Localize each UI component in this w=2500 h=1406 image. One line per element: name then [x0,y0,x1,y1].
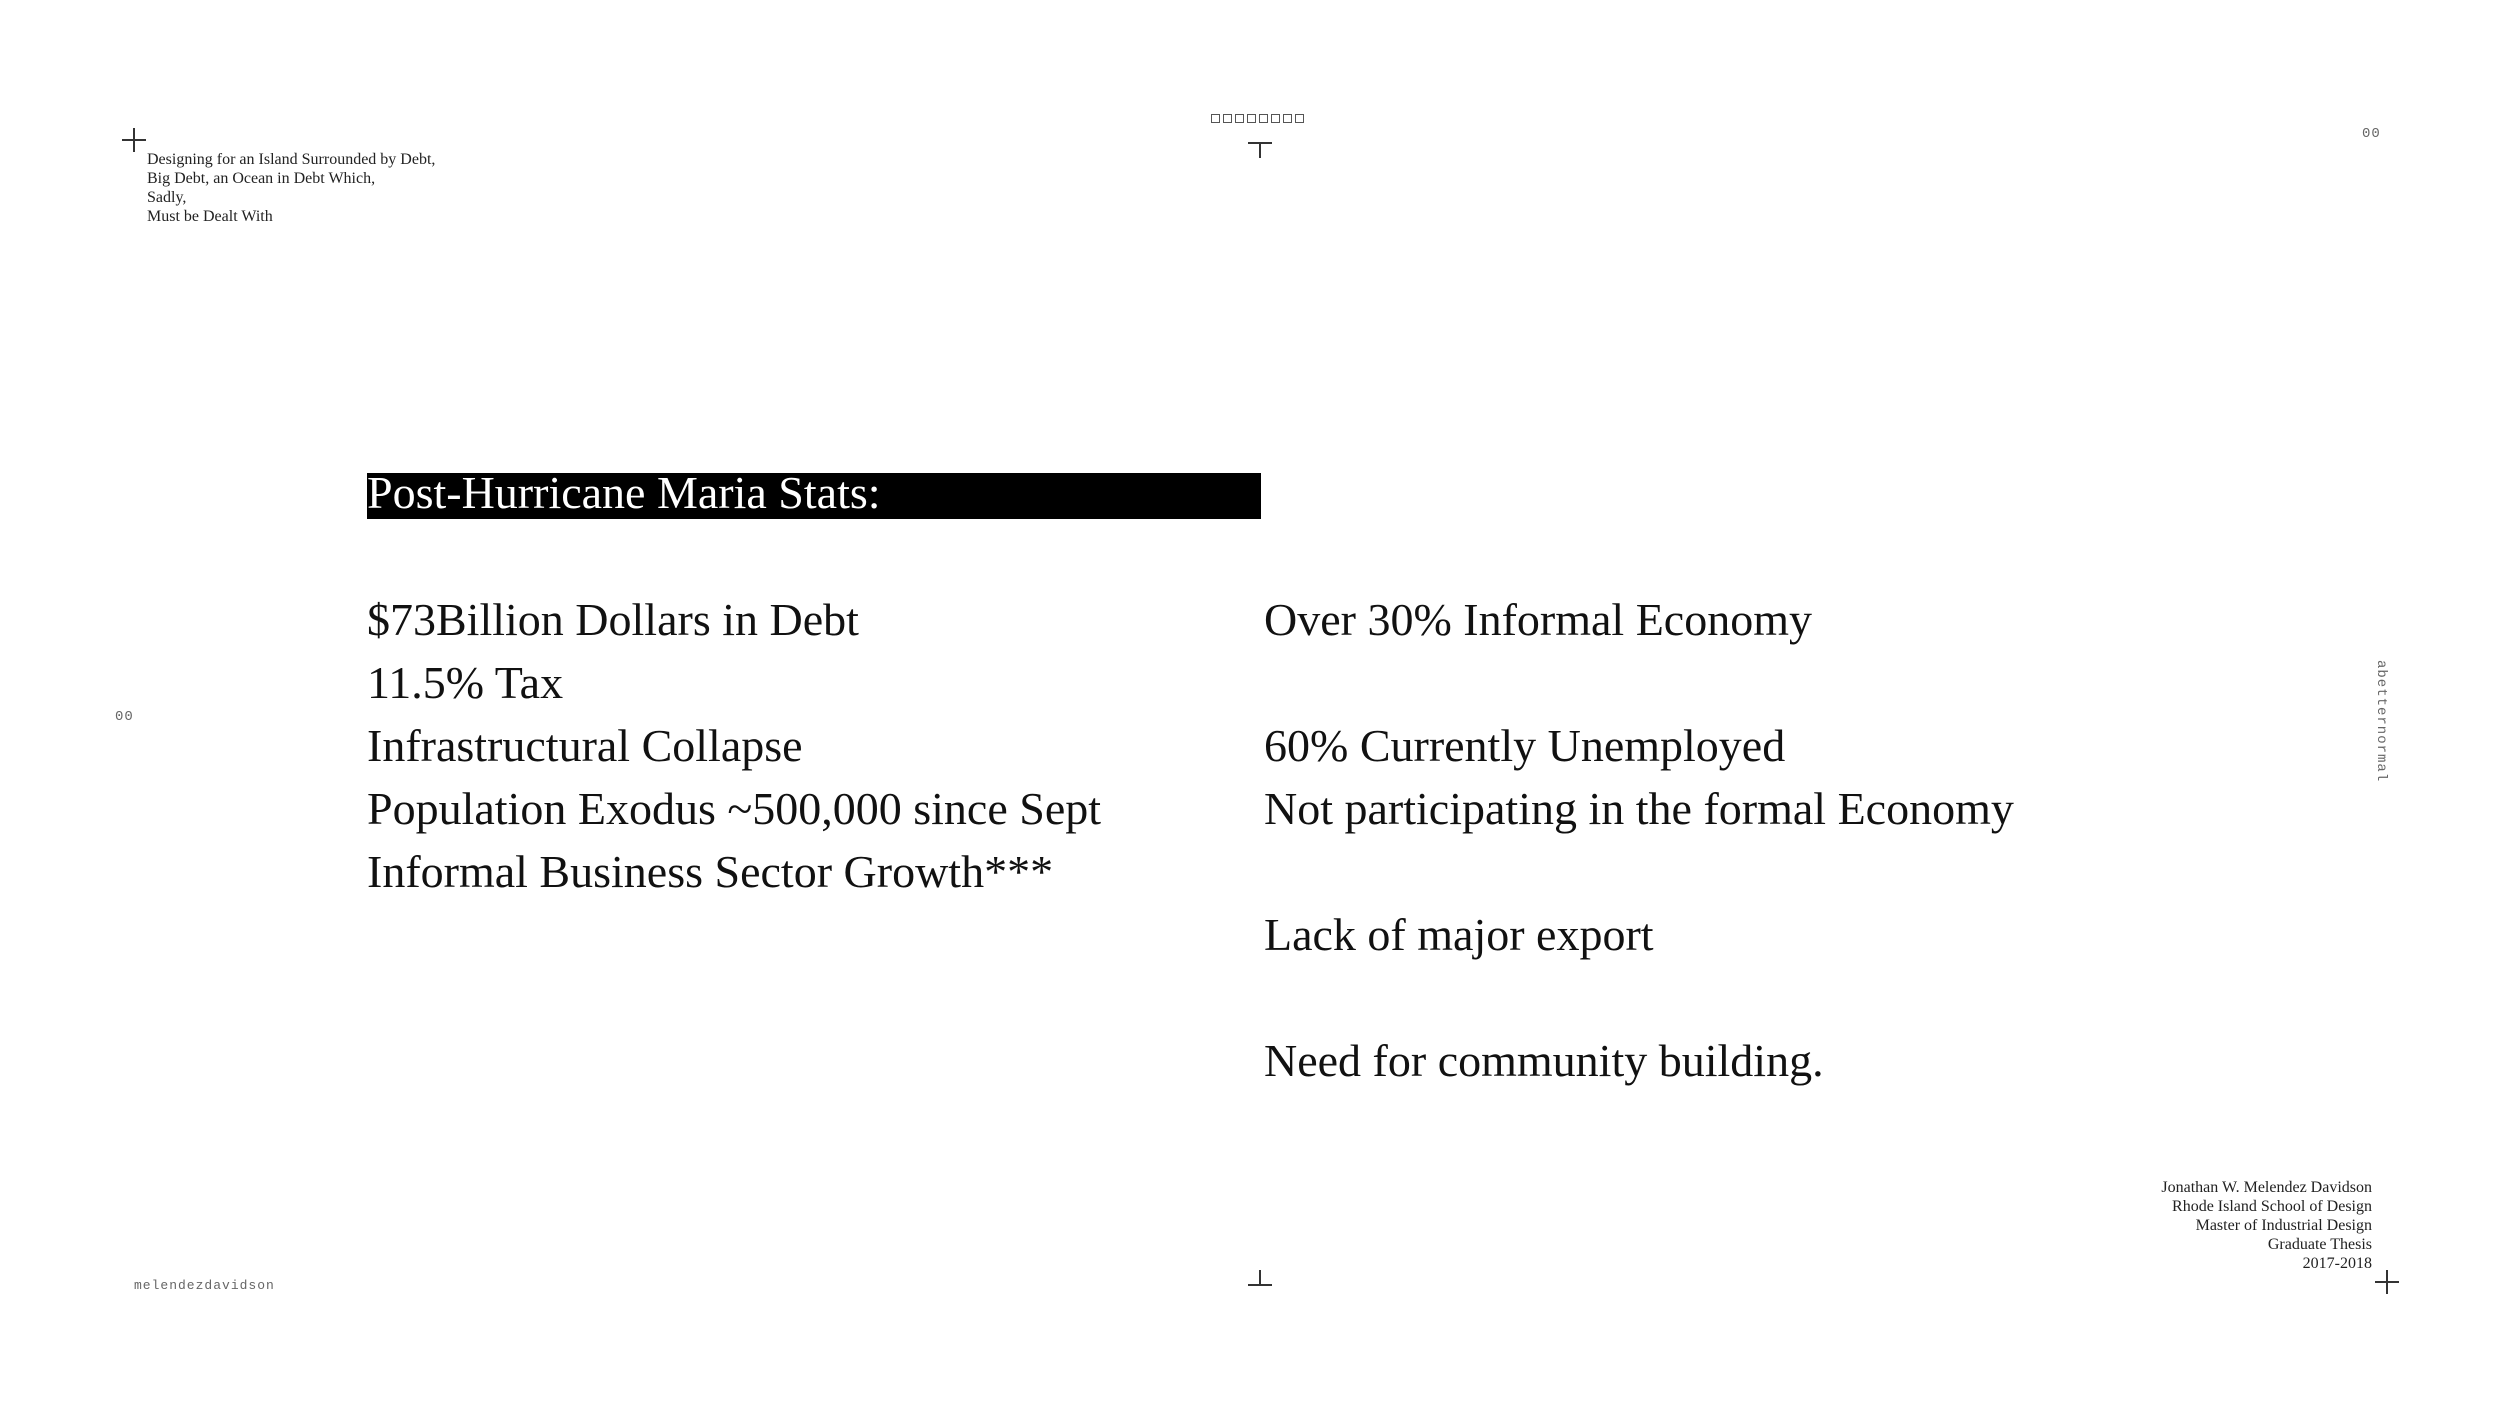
stat-spacer [1264,840,2014,903]
author-handle: melendezdavidson [134,1278,275,1293]
credit-line: Master of Industrial Design [2195,1217,2372,1234]
tick-mark-top-center [1248,142,1272,158]
section-heading [367,473,1261,519]
vertical-label [2373,660,2395,783]
thesis-subtitle [147,150,435,226]
stat-line: Infrastructural Collapse [367,720,803,771]
crosshair-mark-bottom-right [2375,1270,2399,1294]
section-heading-text: Post-Hurricane Maria Stats: [367,473,881,518]
credit-line: Rhode Island School of Design [2172,1198,2372,1215]
credit-line: 2017-2018 [2302,1255,2372,1272]
stat-spacer [1264,651,2014,714]
credit-line: Graduate Thesis [2267,1236,2372,1253]
stat-line: Not participating in the formal Economy [1264,783,2014,834]
stat-line: 60% Currently Unemployed [1264,720,1786,771]
tick-mark-bottom-center [1248,1270,1272,1286]
box-row-ornament [1211,114,1304,123]
stat-line: Over 30% Informal Economy [1264,594,1813,645]
credit-line: Jonathan W. Melendez Davidson [2161,1179,2372,1196]
stats-right-column [1264,588,2014,1092]
stat-spacer [1264,966,2014,1029]
vertical-label-text: abetternormal [2373,660,2389,783]
subtitle-line: Must be Dealt With [147,208,273,225]
subtitle-line: Sadly, [147,189,187,206]
stat-line: Informal Business Sector Growth*** [367,846,1054,897]
crosshair-mark-top-left [122,128,146,152]
stat-line: 11.5% Tax [367,657,564,708]
stat-line: Need for community building. [1264,1035,1824,1086]
stat-line: Population Exodus ~500,000 since Sept [367,783,1102,834]
subtitle-line: Big Debt, an Ocean in Debt Which, [147,170,376,187]
stat-line: $73Billion Dollars in Debt [367,594,859,645]
author-credits [2161,1178,2372,1273]
subtitle-line: Designing for an Island Surrounded by Debt, [147,151,436,168]
stat-line: Lack of major export [1264,909,1654,960]
page-number-top-right: 00 [2362,126,2381,142]
stats-left-column [367,588,1101,903]
page-number-left: 00 [115,709,134,725]
